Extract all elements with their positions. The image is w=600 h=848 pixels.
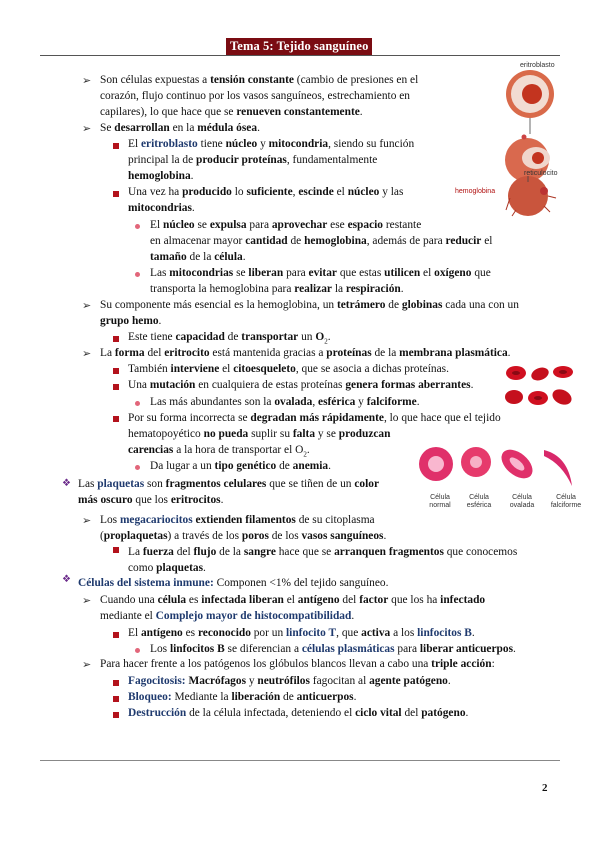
text-line: corazón, flujo continuo por los vasos sanguíneos, estrechamiento en: [100, 90, 410, 102]
text-line: Una mutación en cualquiera de estas proteínas genera formas aberrantes.: [128, 379, 474, 391]
text-line: transporta la hemoglobina para realizar la respiración.: [150, 283, 404, 295]
text-line: Para hacer frente a los patógenos los glóbulos blancos llevan a cabo una triple acción:: [100, 658, 495, 670]
caption-normal: Célula normal: [429, 494, 451, 509]
arrow-bullet: ➢: [82, 595, 92, 607]
diamond-bullet: ❖: [62, 574, 71, 585]
text-line: grupo hemo.: [100, 315, 162, 327]
text-line: Las mitocondrias se liberan para evitar que estas utilicen el oxígeno que: [150, 267, 491, 279]
text-line: mediante el Complejo mayor de histocompatibilidad.: [100, 610, 355, 622]
header-divider: [40, 55, 560, 56]
text-line: Da lugar a un tipo genético de anemia.: [150, 460, 331, 472]
cell-shapes-figure: [416, 442, 576, 490]
text-line: Se desarrollan en la médula ósea.: [100, 122, 260, 134]
text-line: Fagocitosis: Macrófagos y neutrófilos fagocitan al agente patógeno.: [128, 675, 451, 687]
text-line: Este tiene capacidad de transportar un $O_2$.: [128, 331, 331, 346]
text-line: El antígeno es reconocido por un linfocito T, que activa a los linfocitos B.: [128, 627, 475, 639]
text-line: También interviene el citoesqueleto, que se asocia a dichas proteínas.: [128, 363, 449, 375]
red-blood-cells-figure: [500, 362, 578, 410]
arrow-bullet: ➢: [82, 659, 92, 671]
arrow-bullet: ➢: [82, 123, 92, 135]
text-line: Los megacariocitos extienden filamentos de su citoplasma: [100, 514, 375, 526]
text-line: hematopoyético no pueda suplir su falta y se produzcan: [128, 428, 391, 440]
text-line: Células del sistema inmune: Componen <1% del tejido sanguíneo.: [78, 577, 389, 589]
arrow-bullet: ➢: [82, 75, 92, 87]
text-line: El eritroblasto tiene núcleo y mitocondria, siendo su función: [128, 138, 415, 150]
text-line: mitocondrias.: [128, 202, 195, 214]
circle-bullet: [135, 401, 140, 406]
text-line: Por su forma incorrecta se degradan más rápidamente, lo que hace que el tejido: [128, 412, 501, 424]
text-line: Son células expuestas a tensión constante (cambio de presiones en el: [100, 74, 419, 86]
page-title: Tema 5: Tejido sanguíneo: [226, 38, 372, 55]
text-line: Una vez ha producido lo suficiente, escinde el núcleo y las: [128, 186, 404, 198]
square-bullet: [113, 416, 119, 422]
text-line: Su componente más esencial es la hemoglobina, un tetrámero de globinas cada una con un: [100, 299, 519, 311]
page-number: 2: [542, 782, 548, 794]
arrow-bullet: ➢: [82, 515, 92, 527]
figure1-top-label: eritroblasto: [520, 62, 555, 69]
text-line: Las más abundantes son la ovalada, esférica y falciforme.: [150, 396, 420, 408]
text-line: en almacenar mayor cantidad de hemoglobina, además de para reducir el: [150, 235, 493, 247]
text-line: tamaño de la célula.: [150, 251, 246, 263]
square-bullet: [113, 336, 119, 342]
text-line: Cuando una célula es infectada liberan el antígeno del factor que los ha infectado: [100, 594, 486, 606]
caption-spherical: Célula esférica: [466, 494, 492, 509]
text-line: La forma del eritrocito está mantenida gracias a proteínas de la membrana plasmática.: [100, 347, 511, 359]
text-line: Las plaquetas son fragmentos celulares que se tiñen de un color: [78, 478, 379, 490]
square-bullet: [113, 143, 119, 149]
caption-sickle: Célula falciforme: [550, 494, 582, 509]
text-line: Destrucción de la célula infectada, deteniendo el ciclo vital del patógeno.: [128, 707, 469, 719]
circle-bullet: [135, 224, 140, 229]
caption-oval: Célula ovalada: [509, 494, 535, 509]
text-line: Los linfocitos B se diferencian a células plasmáticas para liberar anticuerpos.: [150, 643, 516, 655]
arrow-bullet: ➢: [82, 300, 92, 312]
square-bullet: [113, 368, 119, 374]
figure1-side-label: hemoglobina: [455, 188, 496, 195]
text-line: (proplaquetas) a través de los poros de los vasos sanguíneos.: [100, 530, 387, 542]
square-bullet: [113, 191, 119, 197]
text-line: como plaquetas.: [128, 562, 206, 574]
square-bullet: [113, 696, 119, 702]
square-bullet: [113, 712, 119, 718]
circle-bullet: [135, 272, 140, 277]
text-line: Bloqueo: Mediante la liberación de anticuerpos.: [128, 691, 357, 703]
square-bullet: [113, 632, 119, 638]
footer-divider: [40, 760, 560, 761]
figure1-right-label: reticulocito: [524, 170, 558, 177]
square-bullet: [113, 384, 119, 390]
text-line: La fuerza del flujo de la sangre hace que se arranquen fragmentos que conocemos: [128, 546, 518, 558]
diamond-bullet: ❖: [62, 478, 71, 489]
text-line: El núcleo se expulsa para aprovechar ese espacio restante: [150, 219, 422, 231]
text-line: carencias a la hora de transportar el $O_2$.: [128, 444, 310, 459]
square-bullet: [113, 547, 119, 553]
text-line: principal la de producir proteínas, fundamentalmente: [128, 154, 378, 166]
text-line: capilares), lo que hace que se renueven constantemente.: [100, 106, 363, 118]
text-line: hemoglobina.: [128, 170, 194, 182]
square-bullet: [113, 680, 119, 686]
arrow-bullet: ➢: [82, 348, 92, 360]
circle-bullet: [135, 648, 140, 653]
circle-bullet: [135, 465, 140, 470]
text-line: más oscuro que los eritrocitos.: [78, 494, 224, 506]
